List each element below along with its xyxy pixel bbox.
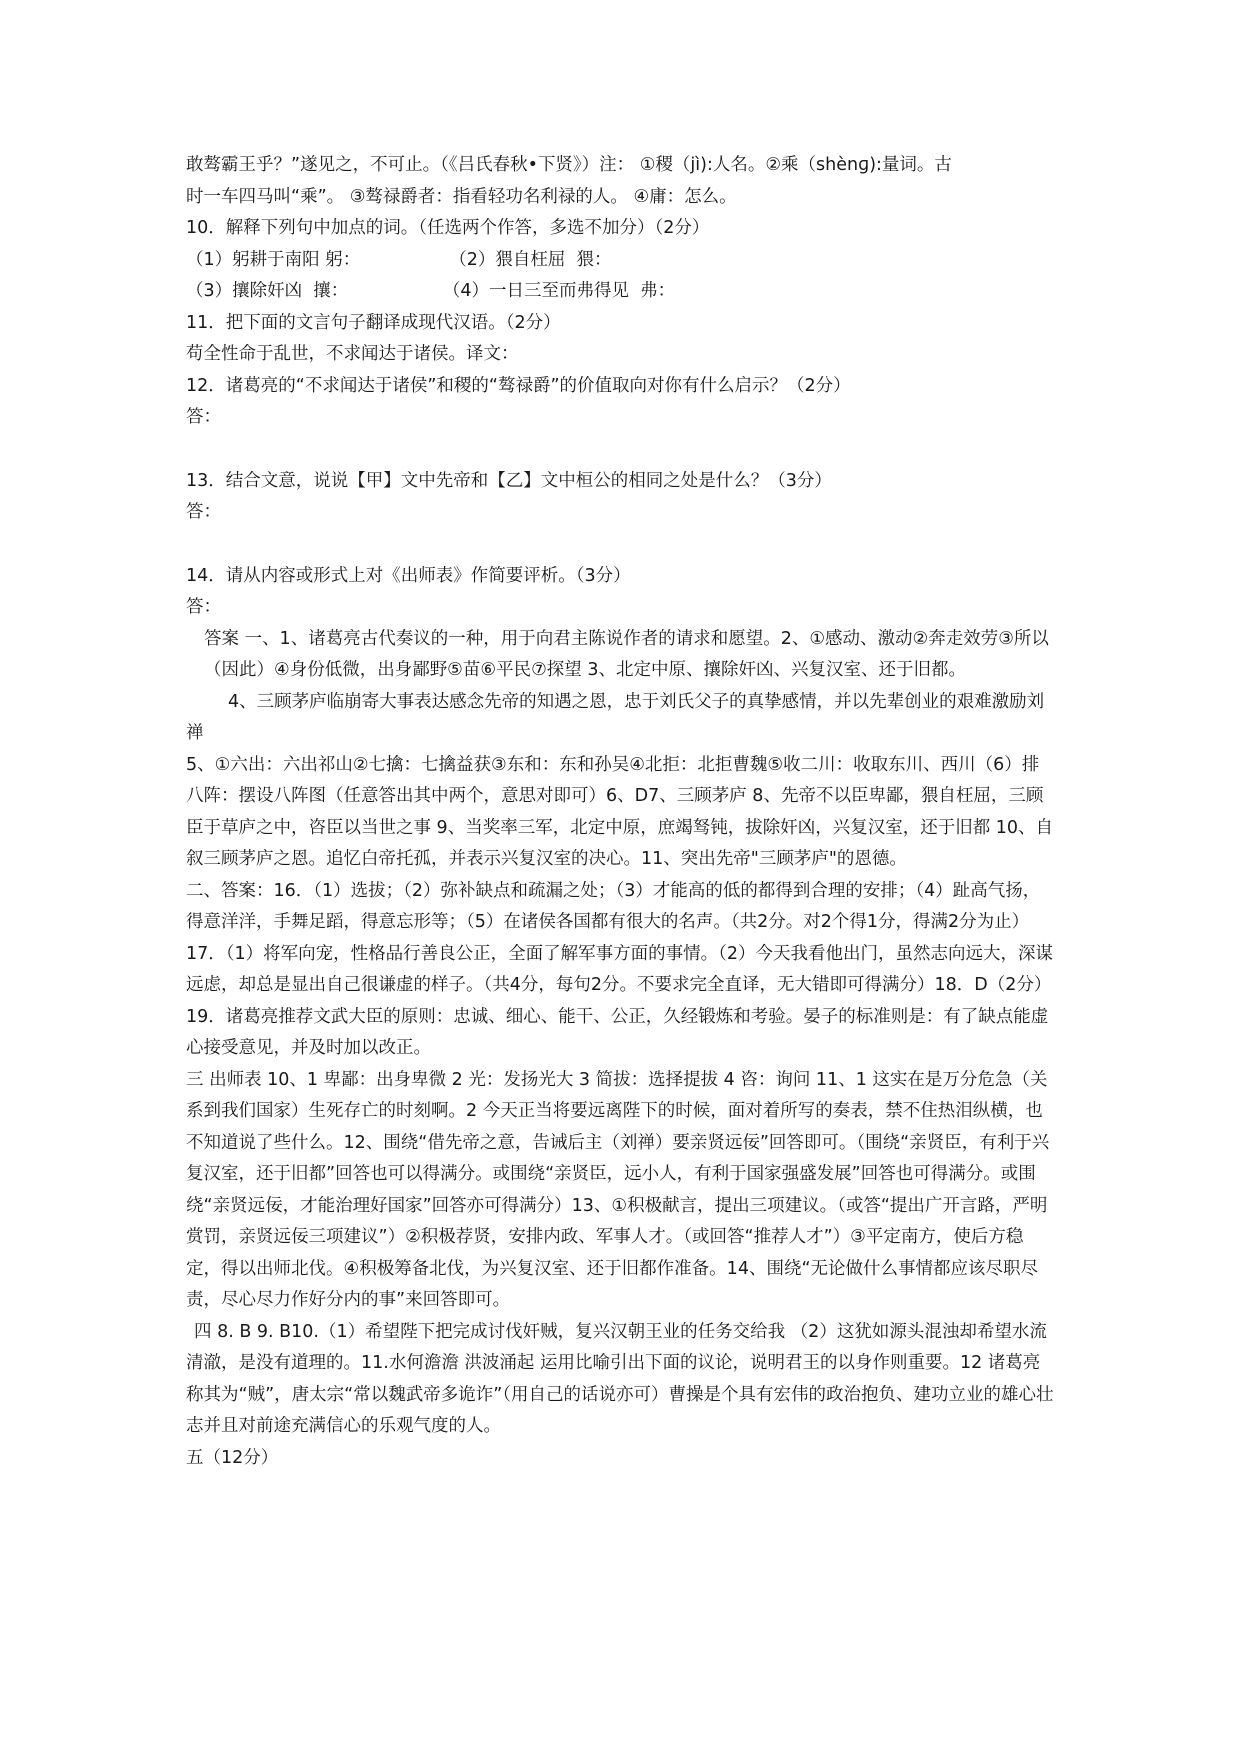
question-13: 13．结合文意，说说【甲】文中先帝和【乙】文中桓公的相同之处是什么？（3分） <box>186 470 832 491</box>
answer-key-section-1: 答案 一、1、诸葛亮古代奏议的一种，用于向君主陈说作者的请求和愿望。2、①感动、激动②奔走效劳③所以（因此）④身份低微，出身鄙野⑤苗⑥平民⑦探望 3、北定中原、攘除奸凶、兴复汉室、还于旧都。 <box>204 628 1049 680</box>
text-line: 敢骜霸王乎？”遂见之，不可止。（《吕氏春秋•下贤》）注： ①稷（jì):人名。②乘（shènɡ):量词。古 <box>186 155 952 175</box>
spacer <box>186 529 1056 561</box>
text-line: 时一车四马叫“乘”。 ③骜禄爵者：指看轻功名利禄的人。 ④庸：怎么。 <box>186 186 737 207</box>
answer-key-section-4: 四 8. B 9. B10.（1）希望陛下把完成讨伐奸贼，复兴汉朝王业的任务交给我 （2）这犹如源头混浊却希望水流清澈，是没有道理的。11.水何澹澹 洪波涌起 运用比喻引出下面的议论，说明君王的以身作则重要。12 诸葛亮称其为“贼”，唐太宗“常以魏武帝多诡诈”（用自己的话说亦可）曹操是个具有宏伟的政治抱负、建功立业的雄心壮志并且对前途充满信心的乐观气度的人。 <box>186 1321 1054 1436</box>
answer-key-item-5-11: 5、①六出：六出祁山②七擒：七擒益获③东和：东和孙吴④北拒：北拒曹魏⑤收二川：收取东川、西川（6）排八阵：摆设八阵图（任意答出其中两个，意思对即可）6、D7、三顾茅庐 8、先帝不以臣卑鄙，猥自枉屈，三顾臣于草庐之中，咨臣以当世之事 9、当奖率三军，北定中原，庶竭驽钝，拔除奸凶，兴复汉室，还于旧都 10、自叙三顾茅庐之恩。追忆白帝托孤，并表示兴复汉室的决心。11、突出先帝"三顾茅庐"的恩德。 <box>186 754 1054 869</box>
answer-label: 答： <box>186 597 221 617</box>
question-12: 12．诸葛亮的“不求闻达于诸侯”和稷的“骜禄爵”的价值取向对你有什么启示？（2分） <box>186 375 851 396</box>
spacer <box>186 434 1056 466</box>
answer-label: 答： <box>186 407 221 427</box>
question-11-sentence: 苟全性命于乱世，不求闻达于诸侯。译文： <box>186 344 519 364</box>
answer-label: 答： <box>186 502 221 522</box>
question-11: 11．把下面的文言句子翻译成现代汉语。（2分） <box>186 312 561 333</box>
question-10-item-3-4: （3）攘除奸凶 攘： （4）一日三至而弗得见 弗： <box>186 281 676 301</box>
answer-key-section-3: 三 出师表 10、1 卑鄙：出身卑微 2 光：发扬光大 3 简拔：选择提拔 4 咨：询问 11、1 这实在是万分危急（关系到我们国家）生死存亡的时刻啊。2 今天正当将要远离陛下的时候，面对着所写的奏表，禁不住热泪纵横，也不知道说了些什么。12、围绕“借先帝之意，告诫后主（刘禅）要亲贤远佞”回答即可。（围绕“亲贤臣，有利于兴复汉室，还于旧都”回答也可以得满分。或围绕“亲贤臣，远小人，有利于国家强盛发展”回答也可得满分。或围绕“亲贤远佞，才能治理好国家”回答亦可得满分）13、①积极献言，提出三项建议。（或答“提出广开言路，严明赏罚，亲贤远佞三项建议”）②积极荐贤，安排内政、军事人才。（或回答“推荐人才”）③平定南方，使后方稳定，得以出师北伐。④积极筹备北伐，为兴复汉室、还于旧都作准备。14、围绕“无论做什么事情都应该尽职尽责，尽心尽力作好分内的事”来回答即可。 <box>186 1069 1050 1310</box>
question-10: 10．解释下列句中加点的词。（任选两个作答，多选不加分）（2分） <box>186 218 710 238</box>
question-14: 14．请从内容或形式上对《出师表》作简要评析。（3分） <box>186 565 631 586</box>
document-body <box>186 150 1056 1474</box>
answer-key-item-4: 4、三顾茅庐临崩寄大事表达感念先帝的知遇之恩，忠于刘氏父子的真挚感情，并以先辈创业的艰难激励刘禅 <box>186 691 1045 743</box>
answer-key-section-5: 五（12分） <box>186 1447 279 1468</box>
question-10-item-1-2: （1）躬耕于南阳 躬： （2）猥自枉屈 猥： <box>186 249 612 270</box>
answer-key-section-2: 二、答案：16．（1）选拔；（2）弥补缺点和疏漏之处；（3）才能高的低的都得到合理的安排；（4）趾高气扬，得意洋洋，手舞足蹈，得意忘形等；（5）在诸侯各国都有很大的名声。（共2分。对2个得1分，得满2分为止）17．（1）将军向宠，性格品行善良公正，全面了解军事方面的事情。（2）今天我看他出门，虽然志向远大，深谋远虑，却总是显出自己很谦虚的样子。（共4分，每句2分。不要求完全直译，无大错即可得满分）18．D（2分）19．诸葛亮推荐文武大臣的原则：忠诚、细心、能干、公正，久经锻炼和考验。晏子的标准则是：有了缺点能虚心接受意见，并及时加以改正。 <box>186 880 1054 1058</box>
